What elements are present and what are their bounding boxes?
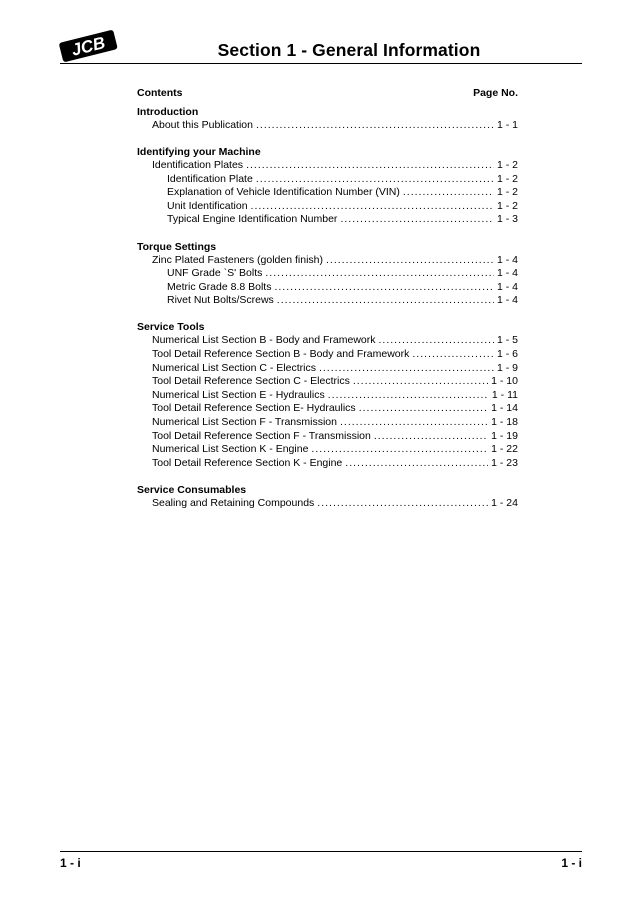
toc-entry-text: Typical Engine Identification Number (167, 213, 338, 226)
toc-leader-dots (403, 186, 494, 200)
toc-entry-page: 1 - 18 (491, 416, 518, 428)
toc-section (137, 240, 518, 308)
toc-entry-text: Identification Plate (167, 172, 253, 185)
logo-text: JCB (69, 33, 108, 60)
toc-entry-page: 1 - 22 (491, 443, 518, 456)
toc-entry-text: About this Publication (152, 119, 253, 131)
toc-entry[interactable] (137, 362, 518, 376)
toc-leader-dots (340, 416, 488, 430)
toc-entry-page: 1 - 6 (496, 348, 518, 361)
toc-leader-dots (353, 375, 488, 389)
toc-entry-page: 1 - 9 (496, 361, 518, 374)
toc-entry-page: 1 - 24 (491, 496, 518, 509)
toc-leader-dots (265, 267, 494, 281)
toc-entry-page: 1 - 2 (496, 186, 518, 199)
toc-entry-page: 1 - 2 (496, 159, 518, 172)
toc-entry[interactable] (137, 173, 518, 187)
toc-entry-page: 1 - 11 (491, 388, 518, 401)
toc-leader-dots (256, 173, 494, 187)
toc-leader-dots (412, 348, 494, 362)
toc-entry-text: Metric Grade 8.8 Bolts (167, 280, 272, 293)
footer-page-left: 1 - i (60, 856, 81, 870)
toc-entry-page: 1 - 1 (496, 119, 518, 131)
toc-leader-dots (277, 294, 494, 308)
toc-entry-page: 1 - 10 (491, 375, 518, 388)
toc-section-title: Torque Settings (137, 240, 217, 253)
toc-entry-page: 1 - 4 (496, 280, 518, 293)
toc-entry[interactable] (137, 375, 518, 389)
toc-entry-text: Numerical List Section K - Engine (152, 443, 309, 456)
toc-section (137, 105, 518, 133)
toc-leader-dots (274, 281, 494, 295)
toc-entry-text: Tool Detail Reference Section E- Hydraulics (152, 402, 356, 415)
toc-sections (137, 105, 518, 510)
toc-entry-page: 1 - 2 (496, 199, 518, 212)
toc-entry[interactable] (137, 443, 518, 457)
toc-entry-page: 1 - 4 (496, 267, 518, 280)
toc-entry[interactable] (137, 186, 518, 200)
toc-entry[interactable] (137, 159, 518, 173)
toc-entry-text: Rivet Nut Bolts/Screws (167, 294, 274, 307)
footer-rule (60, 851, 582, 852)
toc-entry-page: 1 - 4 (496, 294, 518, 307)
toc-entry-page: 1 - 2 (496, 172, 518, 185)
toc-section-title: Introduction (137, 106, 199, 118)
toc-leader-dots (326, 254, 494, 268)
toc-entry-text: Tool Detail Reference Section F - Transmission (152, 429, 371, 442)
toc-entry-text: Numerical List Section E - Hydraulics (152, 388, 325, 401)
contents-label: Contents (137, 87, 183, 99)
toc-section-title: Service Tools (137, 321, 205, 334)
footer-page-right: 1 - i (561, 856, 582, 870)
toc-leader-dots (317, 497, 488, 511)
toc-entry-text: Numerical List Section B - Body and Framework (152, 334, 376, 347)
toc-entry[interactable] (137, 457, 518, 471)
toc-entry[interactable] (137, 213, 518, 227)
toc-entry-text: Sealing and Retaining Compounds (152, 496, 315, 509)
header-rule (60, 63, 582, 64)
page-number-label: Page No. (473, 87, 518, 99)
toc-entry[interactable] (137, 200, 518, 214)
toc-section-title: Identifying your Machine (137, 146, 261, 159)
toc-entry-text: Zinc Plated Fasteners (golden finish) (152, 253, 323, 266)
toc-entry[interactable] (137, 389, 518, 403)
toc-section (137, 320, 518, 470)
toc-entry[interactable] (137, 254, 518, 268)
toc-entry-text: Identification Plates (152, 159, 244, 172)
toc-entry-text: UNF Grade `S' Bolts (167, 267, 263, 280)
toc-entry-page: 1 - 5 (496, 334, 518, 347)
toc-leader-dots (374, 430, 488, 444)
toc-section (137, 145, 518, 227)
toc-leader-dots (359, 402, 488, 416)
toc-entry-text: Unit Identification (167, 199, 248, 212)
toc-entry[interactable] (137, 416, 518, 430)
toc-entry-text: Explanation of Vehicle Identification Number (VIN) (167, 186, 400, 199)
toc-leader-dots (251, 200, 494, 214)
toc-entry[interactable] (137, 430, 518, 444)
toc-leader-dots (340, 213, 494, 227)
toc-entry[interactable] (137, 402, 518, 416)
toc-entry[interactable] (137, 334, 518, 348)
toc-entry-page: 1 - 19 (491, 429, 518, 442)
toc-entry-text: Tool Detail Reference Section K - Engine (152, 456, 343, 469)
toc-leader-dots (256, 119, 494, 133)
toc-leader-dots (311, 443, 488, 457)
toc-entry[interactable] (137, 294, 518, 308)
toc-entry-text: Numerical List Section C - Electrics (152, 361, 316, 374)
toc-section-title: Service Consumables (137, 483, 247, 496)
toc-header (137, 87, 518, 101)
toc-entry-page: 1 - 14 (491, 402, 518, 415)
toc-leader-dots (379, 334, 494, 348)
toc-entry-page: 1 - 23 (491, 456, 518, 469)
toc-leader-dots (345, 457, 488, 471)
toc-entry[interactable] (137, 348, 518, 362)
toc-entry-text: Numerical List Section F - Transmission (152, 416, 337, 428)
toc-leader-dots (246, 159, 494, 173)
toc-entry[interactable] (137, 281, 518, 295)
toc-entry-page: 1 - 4 (496, 253, 518, 266)
toc-section (137, 483, 518, 511)
page-title: Section 1 - General Information (217, 40, 481, 60)
toc-leader-dots (328, 389, 489, 403)
toc-entry[interactable] (137, 119, 518, 133)
table-of-contents (137, 87, 518, 523)
toc-entry-page: 1 - 3 (496, 213, 518, 226)
toc-entry[interactable] (137, 497, 518, 511)
toc-entry-text: Tool Detail Reference Section B - Body and Framework (152, 348, 410, 361)
toc-entry-text: Tool Detail Reference Section C - Electrics (152, 375, 350, 388)
toc-leader-dots (319, 362, 494, 376)
toc-entry[interactable] (137, 267, 518, 281)
